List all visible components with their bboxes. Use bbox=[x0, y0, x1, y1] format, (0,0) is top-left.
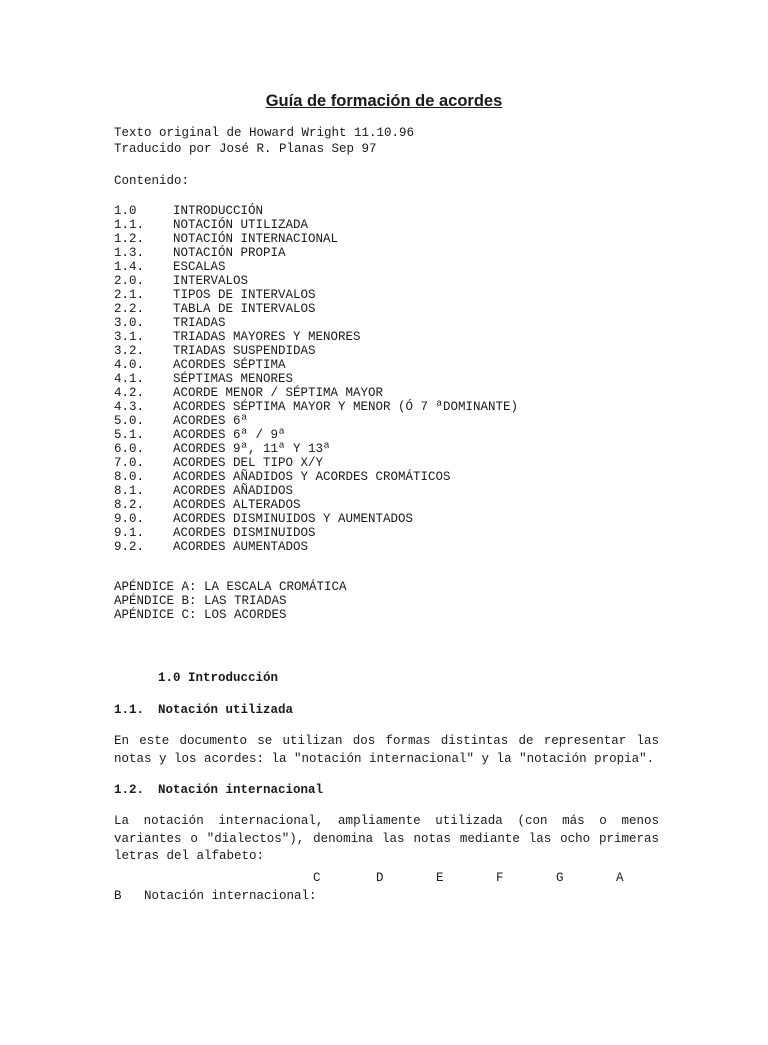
toc-item-number: 9.2. bbox=[114, 540, 145, 554]
section-1-0-heading: 1.0 Introducción bbox=[158, 671, 279, 685]
toc-item-number: 4.1. bbox=[114, 372, 145, 386]
note-d: D bbox=[376, 871, 384, 885]
section-1-2-title: Notación internacional bbox=[158, 783, 324, 797]
toc-item-number: 4.0. bbox=[114, 358, 145, 372]
note-e: E bbox=[436, 871, 444, 885]
toc-item-title: INTERVALOS bbox=[173, 274, 249, 288]
section-1-2-number: 1.2. bbox=[114, 783, 145, 797]
toc-item-title: TIPOS DE INTERVALOS bbox=[173, 288, 316, 302]
appendix-a: APÉNDICE A: LA ESCALA CROMÁTICA bbox=[114, 580, 347, 594]
toc-item-title: ACORDES DEL TIPO X/Y bbox=[173, 456, 324, 470]
toc-item-number: 2.2. bbox=[114, 302, 145, 316]
contents-label: Contenido: bbox=[114, 174, 190, 188]
toc-item-title: ACORDE MENOR / SÉPTIMA MAYOR bbox=[173, 386, 384, 400]
toc-item-title: NOTACIÓN PROPIA bbox=[173, 246, 286, 260]
document-title: Guía de formación de acordes bbox=[265, 92, 503, 110]
appendix-c: APÉNDICE C: LOS ACORDES bbox=[114, 608, 287, 622]
note-g: G bbox=[556, 871, 564, 885]
toc-item-number: 1.3. bbox=[114, 246, 145, 260]
toc-item-title: ACORDES AUMENTADOS bbox=[173, 540, 309, 554]
translator-line: Traducido por José R. Planas Sep 97 bbox=[114, 142, 377, 156]
toc-item-title: TRIADAS SUSPENDIDAS bbox=[173, 344, 316, 358]
toc-item-number: 8.2. bbox=[114, 498, 145, 512]
toc-item-number: 1.4. bbox=[114, 260, 145, 274]
toc-item-number: 2.0. bbox=[114, 274, 145, 288]
toc-item-number: 6.0. bbox=[114, 442, 145, 456]
toc-item-number: 3.2. bbox=[114, 344, 145, 358]
toc-item-number: 3.1. bbox=[114, 330, 145, 344]
notation-label: Notación internacional: bbox=[144, 888, 317, 903]
toc-item-number: 4.2. bbox=[114, 386, 145, 400]
note-b: B bbox=[114, 888, 122, 903]
toc-item-number: 5.1. bbox=[114, 428, 145, 442]
toc-item-number: 3.0. bbox=[114, 316, 145, 330]
toc-item-number: 1.0 bbox=[114, 204, 137, 218]
toc-item-number: 5.0. bbox=[114, 414, 145, 428]
toc-item-number: 9.0. bbox=[114, 512, 145, 526]
toc-item-title: NOTACIÓN INTERNACIONAL bbox=[173, 232, 339, 246]
toc-item-number: 1.2. bbox=[114, 232, 145, 246]
toc-item-title: ACORDES ALTERADOS bbox=[173, 498, 301, 512]
section-1-1-number: 1.1. bbox=[114, 703, 145, 717]
section-1-1-title: Notación utilizada bbox=[158, 703, 294, 717]
toc-item-title: ACORDES SÉPTIMA bbox=[173, 358, 286, 372]
section-1-1-paragraph: En este documento se utilizan dos formas distintas de representar las notas y los acordes: la "notación internacional" y la "notación propia". bbox=[114, 734, 659, 766]
notation-row bbox=[114, 870, 674, 906]
toc-item-number: 8.1. bbox=[114, 484, 145, 498]
toc-item-number: 9.1. bbox=[114, 526, 145, 540]
toc-item-title: INTRODUCCIÓN bbox=[173, 204, 264, 218]
toc-item-title: ACORDES DISMINUIDOS bbox=[173, 526, 316, 540]
note-a: A bbox=[616, 871, 624, 885]
toc-item-title: NOTACIÓN UTILIZADA bbox=[173, 218, 309, 232]
note-c: C bbox=[313, 871, 321, 885]
toc-item-title: SÉPTIMAS MENORES bbox=[173, 372, 294, 386]
toc-item-title: ACORDES AÑADIDOS bbox=[173, 484, 294, 498]
appendix-b: APÉNDICE B: LAS TRIADAS bbox=[114, 594, 287, 608]
toc-item-title: ACORDES DISMINUIDOS Y AUMENTADOS bbox=[173, 512, 414, 526]
toc-item-title: ACORDES SÉPTIMA MAYOR Y MENOR (Ó 7 ªDOMINANTE) bbox=[173, 400, 519, 414]
toc-item-title: TABLA DE INTERVALOS bbox=[173, 302, 316, 316]
toc-item-number: 4.3. bbox=[114, 400, 145, 414]
toc-item-title: ACORDES 9ª, 11ª Y 13ª bbox=[173, 442, 331, 456]
toc-item-title: ESCALAS bbox=[173, 260, 226, 274]
toc-item-number: 2.1. bbox=[114, 288, 145, 302]
toc-item-title: TRIADAS bbox=[173, 316, 226, 330]
toc-item-title: TRIADAS MAYORES Y MENORES bbox=[173, 330, 361, 344]
toc-item-number: 1.1. bbox=[114, 218, 145, 232]
toc-item-title: ACORDES 6ª / 9ª bbox=[173, 428, 286, 442]
toc-item-title: ACORDES AÑADIDOS Y ACORDES CROMÁTICOS bbox=[173, 470, 451, 484]
toc-item-title: ACORDES 6ª bbox=[173, 414, 249, 428]
toc-item-number: 7.0. bbox=[114, 456, 145, 470]
author-line: Texto original de Howard Wright 11.10.96 bbox=[114, 126, 415, 140]
note-f: F bbox=[496, 871, 504, 885]
section-1-2-paragraph: La notación internacional, ampliamente utilizada (con más o menos variantes o "dialectos"), denomina las notas mediante las ocho primeras letras del alfabeto: bbox=[114, 814, 659, 863]
toc-item-number: 8.0. bbox=[114, 470, 145, 484]
